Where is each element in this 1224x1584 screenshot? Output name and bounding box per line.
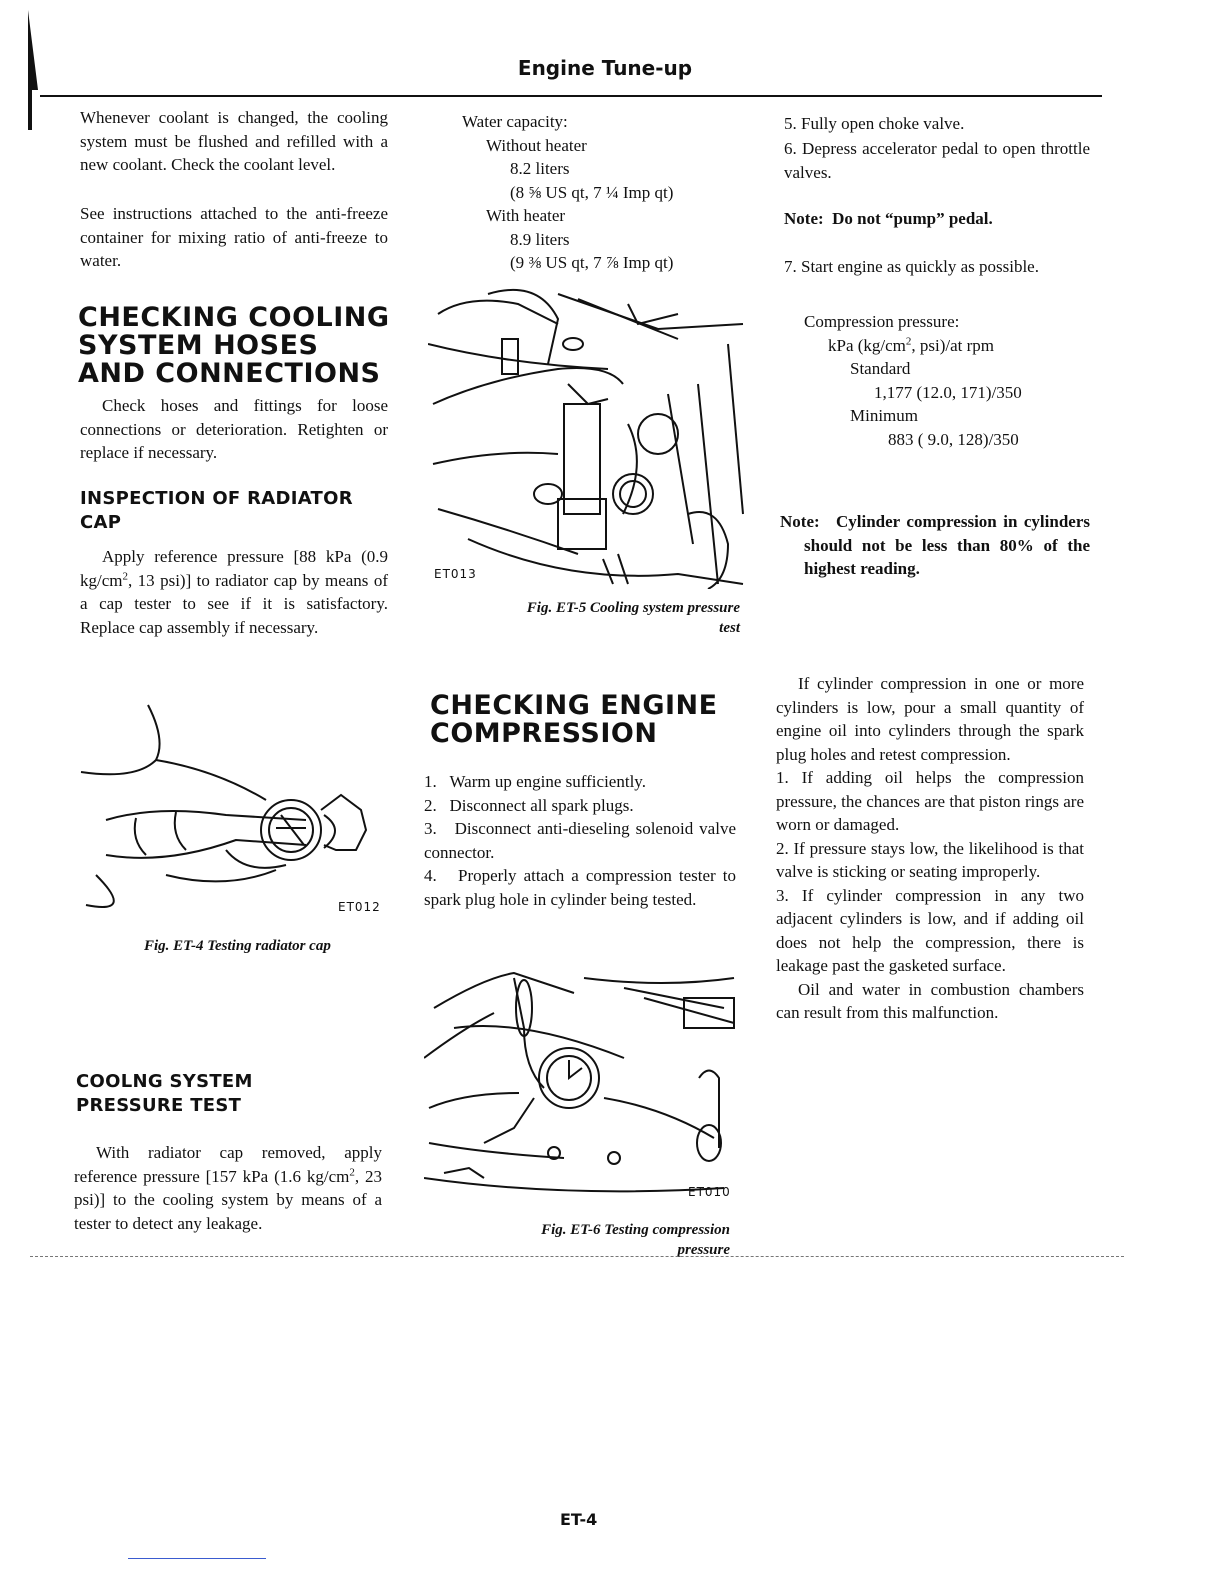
caption-line: Fig. ET-5 Cooling system pressure xyxy=(526,600,740,616)
step-text: Properly attach a compression tester to spark plug hole in cylinder being tested. xyxy=(424,866,737,909)
intro-paragraph-2: See instructions attached to the anti-freeze container for mixing ratio of anti-freeze to water. xyxy=(80,204,388,270)
step-number: 2. xyxy=(424,795,437,815)
text-run: , psi)/at rpm xyxy=(911,335,995,355)
radiator-cap-paragraph xyxy=(80,545,388,639)
step-number: 3. xyxy=(424,819,437,838)
hoses-paragraph: Check hoses and fittings for loose connections or deterioration. Retighten or replace if necessary. xyxy=(80,396,388,462)
step-text: Warm up engine sufficiently. xyxy=(449,772,646,791)
cooling-system-pressure-test-illustration xyxy=(428,284,746,589)
with-heater-liters: 8.9 liters xyxy=(510,229,570,249)
step-6: 6. Depress accelerator pedal to open throttle valves. xyxy=(784,139,1090,182)
page-number: ET-4 xyxy=(560,1510,598,1529)
heading-line: PRESSURE TEST xyxy=(76,1095,242,1116)
heading-line: AND CONNECTIONS xyxy=(78,358,381,389)
standard-label: Standard xyxy=(850,359,911,378)
without-heater-liters: 8.2 liters xyxy=(510,159,570,178)
figure-code-et013: ET013 xyxy=(434,567,477,581)
note-label: Note: xyxy=(784,209,824,228)
text-run: , 13 psi)] to radiator cap by means of a cap tester to see if it is satisfactory. Replace cap assembly if necessary. xyxy=(80,570,388,637)
list-item xyxy=(424,770,736,794)
step-number: 4. xyxy=(424,866,437,885)
section-heading-pressure-test xyxy=(76,1070,386,1118)
header-rule xyxy=(40,95,1102,97)
section-heading-radiator-cap xyxy=(80,487,390,535)
paragraph: 3. If cylinder compression in any two adjacent cylinders is low, and if adding oil does not help the compression, there is leakage past the gasketed surface. xyxy=(776,885,1084,975)
compression-label: Compression pressure: xyxy=(804,312,960,331)
compression-pressure-spec xyxy=(804,310,1094,451)
without-heater-qt: (8 ⅝ US qt, 7 ¼ Imp qt) xyxy=(510,182,674,202)
figure-caption-et5 xyxy=(440,598,740,638)
heading-line: INSPECTION OF RADIATOR xyxy=(80,488,353,509)
superscript: 2 xyxy=(122,569,128,582)
caption-line: Fig. ET-6 Testing compression xyxy=(541,1222,730,1238)
figure-caption-et6 xyxy=(440,1220,730,1260)
left-edge-line xyxy=(28,60,32,130)
text-run: Apply reference pressure [88 kPa (0.9 kg/cm xyxy=(80,547,388,590)
list-item xyxy=(424,864,736,911)
page-header-title: Engine Tune-up xyxy=(517,56,693,80)
caption-line: pressure xyxy=(677,1242,730,1258)
section-heading-cooling-hoses xyxy=(78,304,398,388)
bottom-rule xyxy=(128,1558,266,1559)
step-number: 1. xyxy=(424,772,437,791)
compression-steps-list xyxy=(424,770,736,911)
step-5: 5. Fully open choke valve. xyxy=(784,114,965,133)
note-cylinder-compression xyxy=(780,510,1090,581)
compression-units xyxy=(804,334,1094,358)
heading-line: CHECKING COOLING xyxy=(78,302,390,333)
paragraph: 1. If adding oil helps the compression pressure, the chances are that piston rings are worn or damaged. xyxy=(776,768,1084,834)
text-run: With radiator cap removed, apply reference pressure [157 kPa (1.6 kg/cm xyxy=(74,1143,382,1186)
paragraph: Oil and water in combustion chambers can result from this malfunction. xyxy=(776,979,1084,1022)
note-do-not-pump xyxy=(784,207,1090,231)
step-7: 7. Start engine as quickly as possible. xyxy=(784,257,1039,276)
radiator-cap-tester-illustration xyxy=(76,700,396,915)
figure-code-et010: ET010 xyxy=(688,1185,731,1199)
minimum-value: 883 ( 9.0, 128)/350 xyxy=(888,429,1019,449)
heading-line: COOLNG SYSTEM xyxy=(76,1071,253,1092)
note-text: Cylinder compression in cylinders should not be less than 80% of the highest reading. xyxy=(804,512,1090,578)
capacity-label: Water capacity: xyxy=(462,112,568,131)
superscript: 2 xyxy=(905,334,912,347)
section-heading-engine-compression xyxy=(430,692,750,748)
without-heater-label: Without heater xyxy=(486,135,587,155)
heading-line: CAP xyxy=(80,512,122,533)
standard-value: 1,177 (12.0, 171)/350 xyxy=(874,382,1022,402)
intro-paragraph-1: Whenever coolant is changed, the cooling system must be flushed and refilled with a new coolant. Check the coolant level. xyxy=(80,108,388,174)
heading-line: COMPRESSION xyxy=(430,718,658,749)
figure-code-et012: ET012 xyxy=(338,900,381,914)
text-run: kPa (kg/cm xyxy=(828,335,906,355)
paragraph: If cylinder compression in one or more cylinders is low, pour a small quantity of engine oil into cylinders through the spark plug holes and retest compression. xyxy=(776,674,1084,764)
step-text: Disconnect all spark plugs. xyxy=(449,795,634,815)
pressure-test-paragraph xyxy=(74,1141,382,1235)
figure-caption-et4: Fig. ET-4 Testing radiator cap xyxy=(144,938,331,954)
water-capacity-block xyxy=(462,110,762,275)
note-text: Do not “pump” pedal. xyxy=(832,209,993,228)
heading-line: SYSTEM HOSES xyxy=(78,330,319,361)
compression-test-illustration xyxy=(424,968,744,1198)
list-item xyxy=(424,794,736,818)
heading-line: CHECKING ENGINE xyxy=(430,690,718,721)
caption-line: test xyxy=(719,620,740,636)
scan-artifact-line xyxy=(30,1256,1124,1257)
with-heater-qt: (9 ⅜ US qt, 7 ⅞ Imp qt) xyxy=(510,253,674,272)
text-run: , 23 psi)] to the cooling system by means of a tester to detect any leakage. xyxy=(74,1166,382,1233)
with-heater-label: With heater xyxy=(486,206,566,225)
note-label: Note: xyxy=(780,512,820,531)
step-text: Disconnect anti-dieseling solenoid valve connector. xyxy=(424,819,736,862)
paragraph: 2. If pressure stays low, the likelihood is that valve is sticking or seating improperly. xyxy=(776,838,1084,881)
compression-diagnosis-text xyxy=(776,672,1084,1025)
list-item xyxy=(424,817,736,864)
superscript: 2 xyxy=(349,1165,355,1178)
minimum-label: Minimum xyxy=(850,406,919,425)
